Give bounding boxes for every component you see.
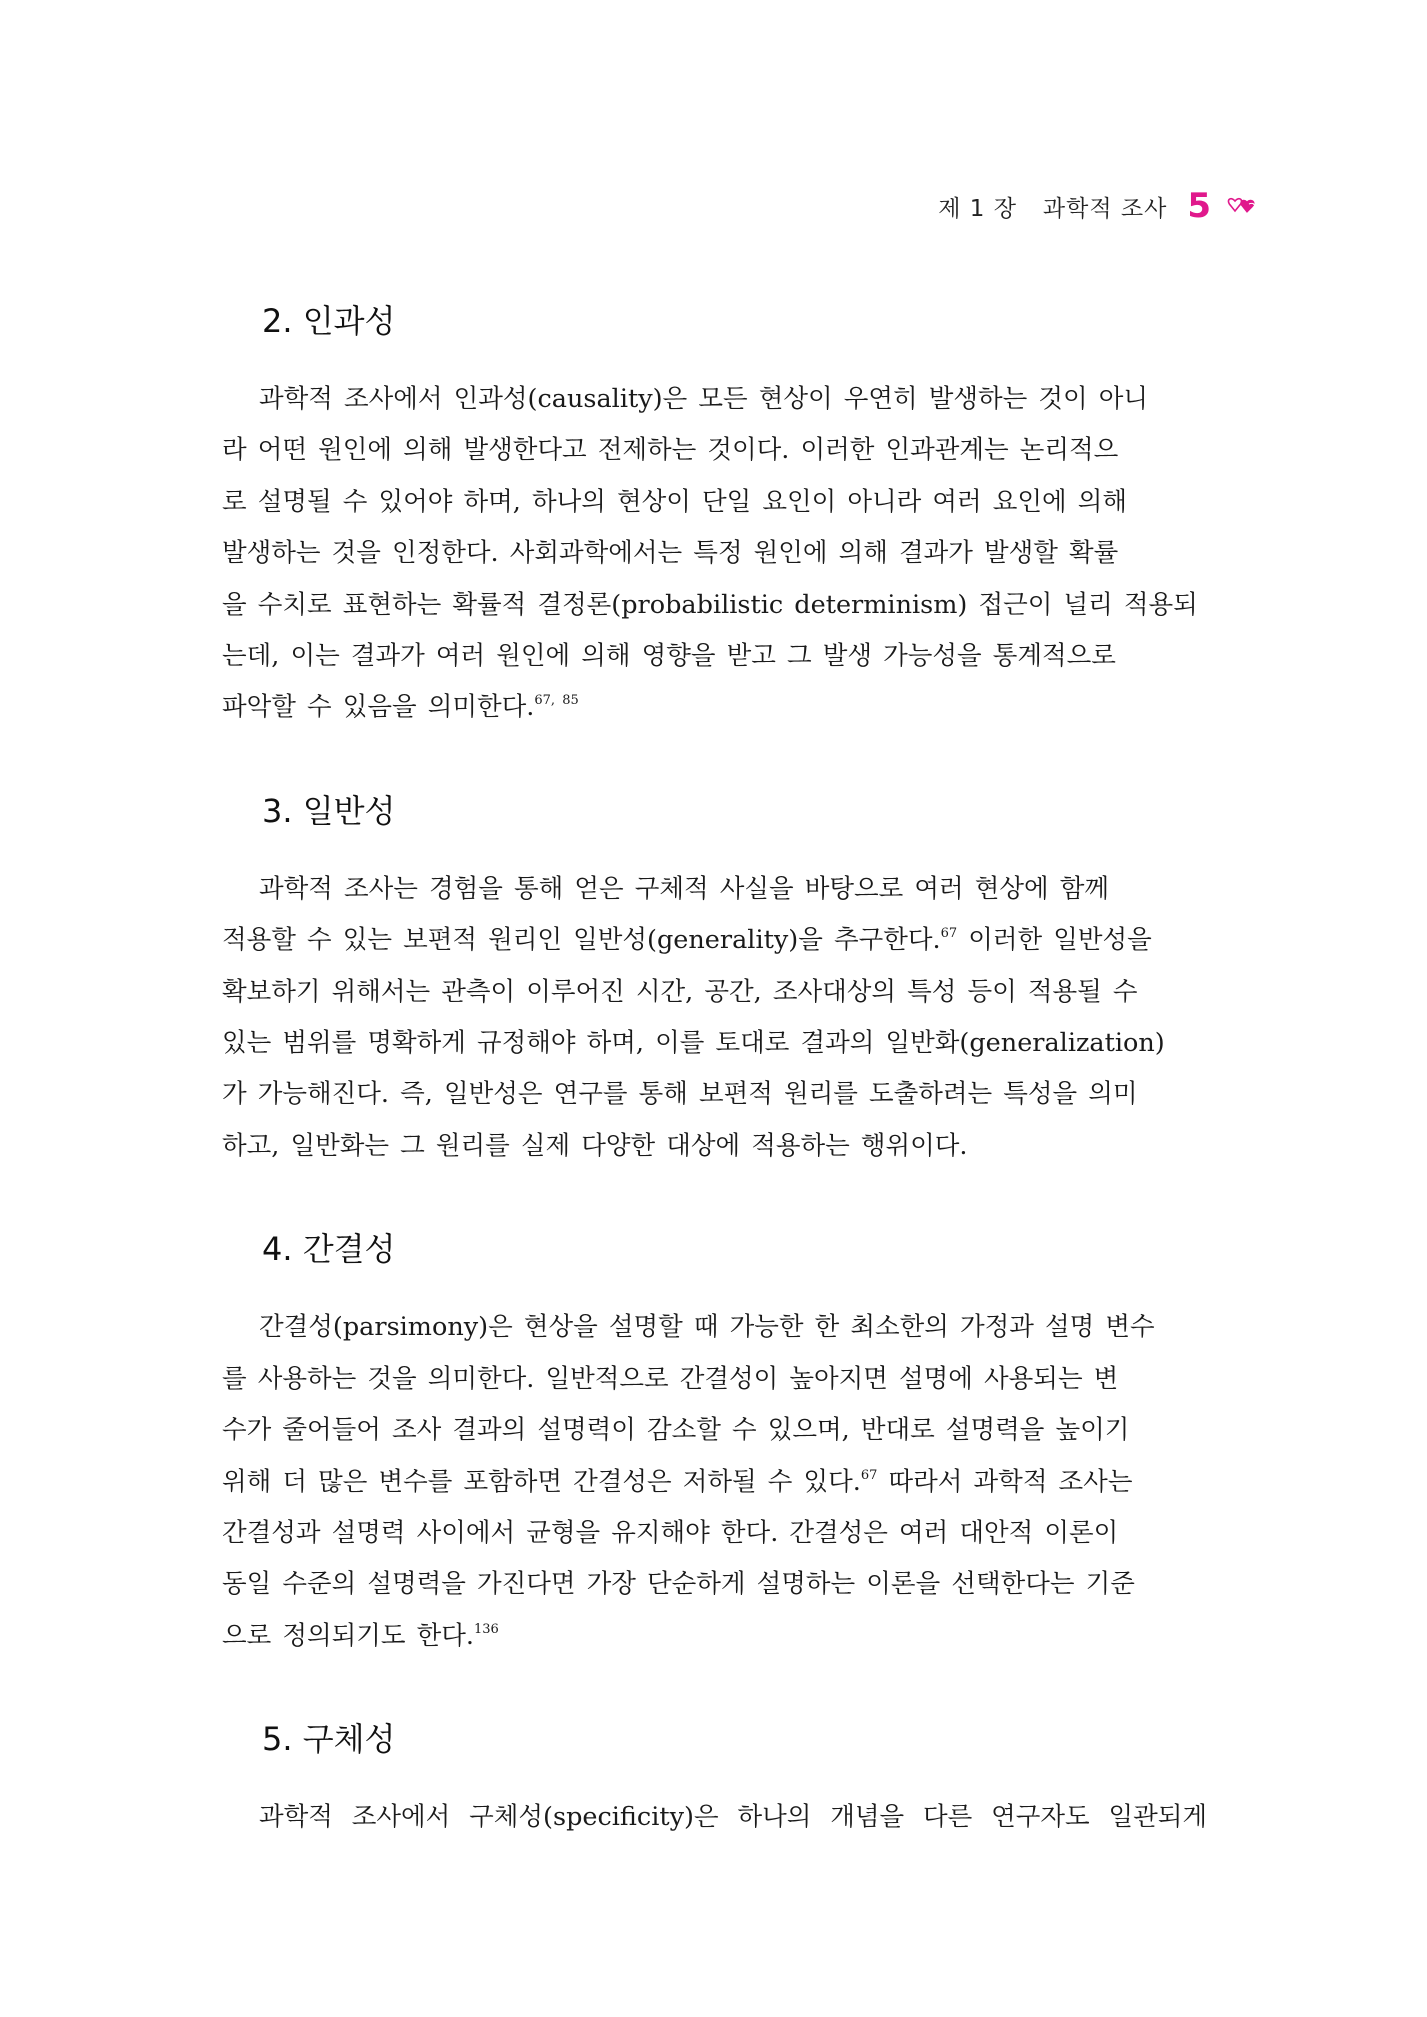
text-fragment: 적용할 수 있는 보편적 원리인 일반성(generality)을 추구한다. <box>222 925 941 956</box>
chapter-label: 제 1 장 <box>938 195 1017 222</box>
paragraph <box>222 864 1207 1172</box>
paragraph <box>222 374 1207 734</box>
section-causality <box>222 290 1207 734</box>
text-line: 수가 줄어들어 조사 결과의 설명력이 감소할 수 있으며, 반대로 설명력을 높이기 <box>222 1415 1130 1446</box>
reference-marker: 67 <box>940 926 958 942</box>
text-fragment: 이러한 일반성을 <box>957 925 1152 956</box>
section-heading: 4. 간결성 <box>262 1230 396 1269</box>
text-line <box>222 1611 1207 1662</box>
text-line: 를 사용하는 것을 의미한다. 일반적으로 간결성이 높아지면 설명에 사용되는 변 <box>222 1363 1119 1394</box>
text-line: 동일 수준의 설명력을 가진다면 가장 단순하게 설명하는 이론을 선택한다는 기준 <box>222 1569 1135 1600</box>
text-line: 는데, 이는 결과가 여러 원인에 의해 영향을 받고 그 발생 가능성을 통계적으로 <box>222 641 1116 672</box>
text-line: 가 가능해진다. 즉, 일반성은 연구를 통해 보편적 원리를 도출하려는 특성을 의미 <box>222 1079 1138 1110</box>
page-body <box>222 290 1207 1844</box>
reference-marker: 67 <box>860 1467 878 1483</box>
text-line: 라 어떤 원인에 의해 발생한다고 전제하는 것이다. 이러한 인과관계는 논리적으 <box>222 435 1119 466</box>
text-fragment: 따라서 과학적 조사는 <box>877 1466 1133 1497</box>
text-line: 확보하기 위해서는 관측이 이루어진 시간, 공간, 조사대상의 특성 등이 적용될 수 <box>222 976 1138 1007</box>
text-fragment: 위해 더 많은 변수를 포함하면 간결성은 저하될 수 있다. <box>222 1466 861 1497</box>
text-fragment: 으로 정의되기도 한다. <box>222 1620 475 1651</box>
text-line <box>222 1457 1207 1508</box>
text-fragment: 파악할 수 있음을 의미한다. <box>222 692 535 723</box>
text-line: 간결성과 설명력 사이에서 균형을 유지해야 한다. 간결성은 여러 대안적 이론이 <box>222 1517 1119 1548</box>
text-line: 과학적 조사는 경험을 통해 얻은 구체적 사실을 바탕으로 여러 현상에 함께 <box>259 873 1110 904</box>
text-line: 하고, 일반화는 그 원리를 실제 다양한 대상에 적용하는 행위이다. <box>222 1130 968 1161</box>
chapter-title: 과학적 조사 <box>1042 195 1168 222</box>
text-line: 있는 범위를 명확하게 규정해야 하며, 이를 토대로 결과의 일반화(generalization) <box>222 1028 1165 1059</box>
text-line <box>222 682 1207 733</box>
text-line: 을 수치로 표현하는 확률적 결정론(probabilistic determinism) 접근이 널리 적용되 <box>222 589 1198 620</box>
text-line: 로 설명될 수 있어야 하며, 하나의 현상이 단일 요인이 아니라 여러 요인에 의해 <box>222 486 1127 517</box>
reference-marker: 136 <box>474 1621 499 1637</box>
paragraph <box>222 1792 1207 1843</box>
section-specificity <box>222 1708 1207 1843</box>
section-heading: 5. 구체성 <box>262 1720 396 1759</box>
section-heading: 3. 일반성 <box>262 791 396 830</box>
heart-ornament-icon <box>1223 194 1263 218</box>
section-parsimony <box>222 1218 1207 1662</box>
running-header <box>938 186 1263 226</box>
text-line: 발생하는 것을 인정한다. 사회과학에서는 특정 원인에 의해 결과가 발생할 확률 <box>222 538 1119 569</box>
text-line: 과학적 조사에서 구체성(specificity)은 하나의 개념을 다른 연구자도 일관되게 <box>259 1802 1207 1833</box>
section-heading: 2. 인과성 <box>262 302 396 340</box>
section-generality <box>222 780 1207 1172</box>
text-line: 간결성(parsimony)은 현상을 설명할 때 가능한 한 최소한의 가정과 설명 변수 <box>259 1312 1155 1343</box>
text-line: 과학적 조사에서 인과성(causality)은 모든 현상이 우연히 발생하는 것이 아니 <box>259 384 1148 414</box>
text-line <box>222 915 1207 966</box>
reference-marker: 67, 85 <box>534 693 579 709</box>
page-number: 5 <box>1187 186 1211 226</box>
paragraph <box>222 1302 1207 1662</box>
